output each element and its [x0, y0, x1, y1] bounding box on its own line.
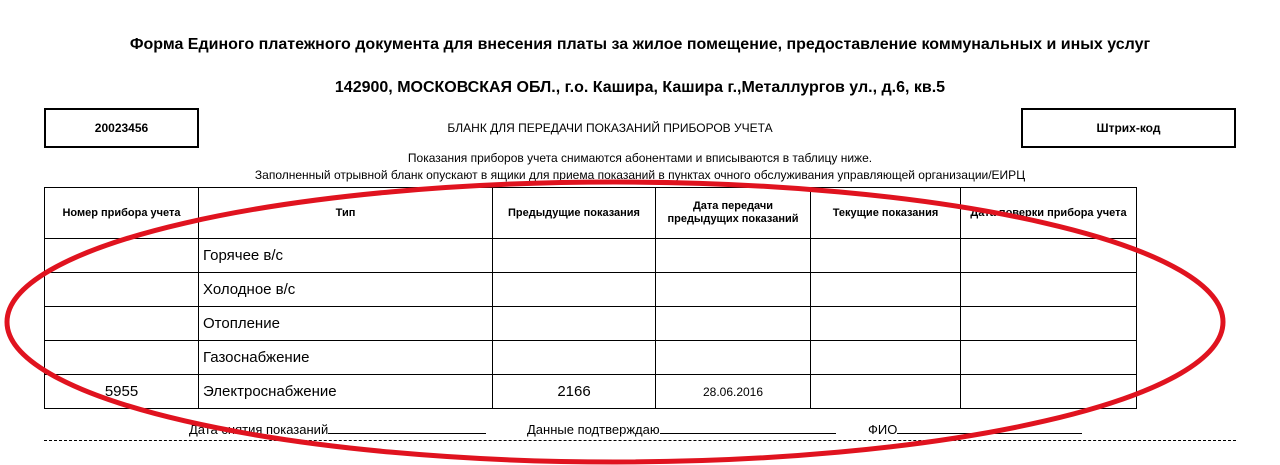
- type-cell: Горячее в/с: [199, 239, 493, 273]
- form-name: БЛАНК ДЛЯ ПЕРЕДАЧИ ПОКАЗАНИЙ ПРИБОРОВ УЧЕТА: [447, 121, 773, 135]
- header-previous-date: Дата передачи предыдущих показаний: [656, 188, 811, 239]
- previous-reading-cell[interactable]: 2166: [493, 375, 656, 409]
- date-label: Дата снятия показаний: [189, 422, 329, 437]
- meter-number-cell[interactable]: 5955: [45, 375, 199, 409]
- confirm-label: Данные подтверждаю: [527, 422, 660, 437]
- header-type: Тип: [199, 188, 493, 239]
- type-cell: Холодное в/с: [199, 273, 493, 307]
- instruction-line-1: Показания приборов учета снимаются абонентами и вписываются в таблицу ниже.: [407, 151, 873, 165]
- type-cell: Газоснабжение: [199, 341, 493, 375]
- address: 142900, МОСКОВСКАЯ ОБЛ., г.о. Кашира, Кашира г.,Металлургов ул., д.6, кв.5: [334, 79, 946, 96]
- header-meter-number: Номер прибора учета: [45, 188, 199, 239]
- instruction-line-2: Заполненный отрывной бланк опускают в ящики для приема показаний в пунктах очного обслуживания управляющей организации/ЕИРЦ: [254, 168, 1026, 182]
- previous-date-cell[interactable]: 28.06.2016: [656, 375, 811, 409]
- header-current-readings: Текущие показания: [811, 188, 961, 239]
- document-title: Форма Единого платежного документа для внесения платы за жилое помещение, предоставление коммунальных и иных услуг: [129, 36, 1151, 53]
- account-number-box: 20023456: [44, 108, 199, 148]
- header-previous-readings: Предыдущие показания: [493, 188, 656, 239]
- annotation-ellipse: [7, 182, 1223, 462]
- type-cell: Электроснабжение: [199, 375, 493, 409]
- type-cell: Отопление: [199, 307, 493, 341]
- name-label: ФИО: [868, 422, 898, 437]
- barcode-box: Штрих-код: [1021, 108, 1236, 148]
- header-check-date: Дата поверки прибора учета: [961, 188, 1137, 239]
